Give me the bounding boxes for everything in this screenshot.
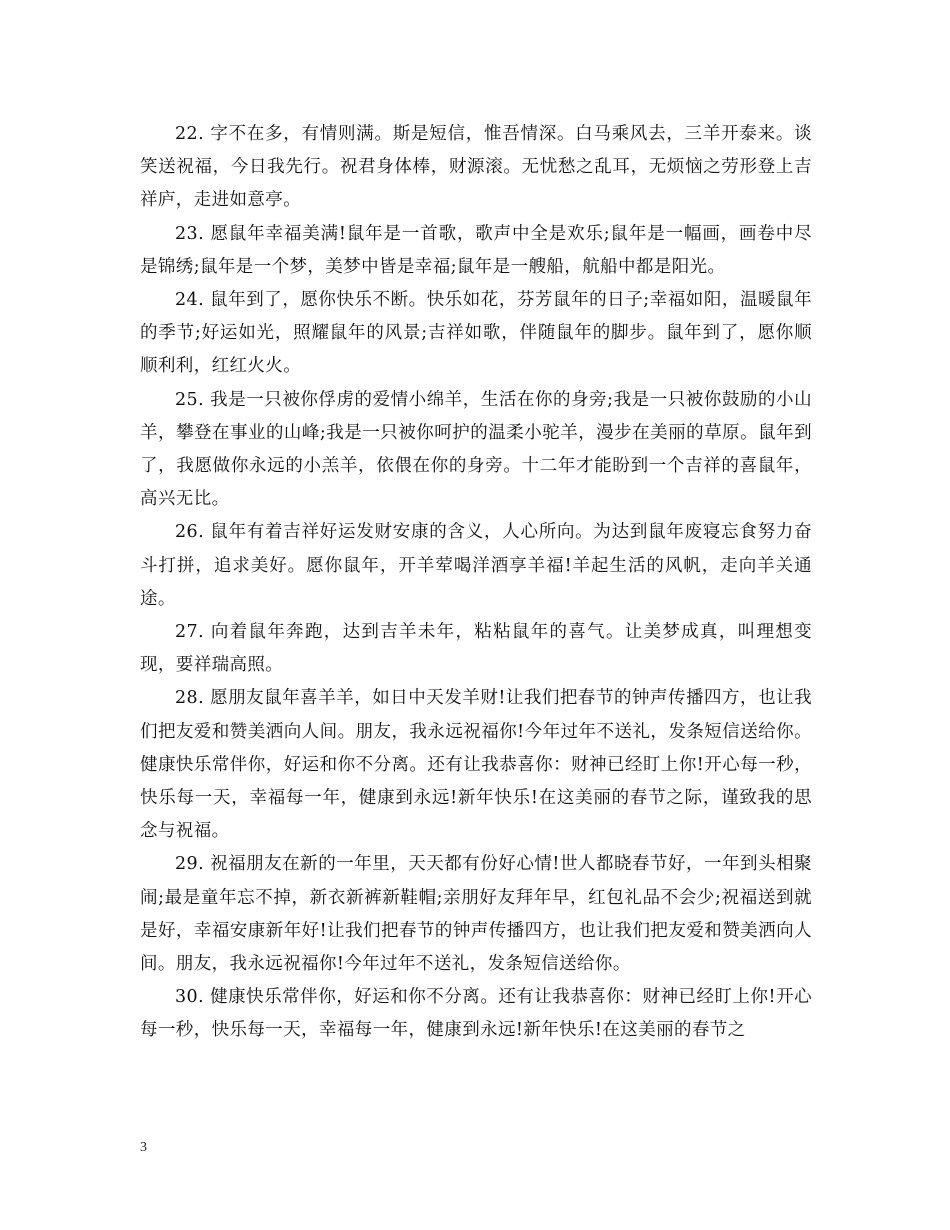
paragraph-29: 29. 祝福朋友在新的一年里，天天都有份好心情!世人都晓春节好，一年到头相聚闹;最是童年忘不掉，新衣新裤新鞋帽;亲朋好友拜年早，红包礼品不会少;祝福送到就是好，幸福安康新年好!让我们把春节的钟声传播四方，也让我们把友爱和赞美洒向人间。朋友，我永远祝福你!今年过年不送礼，发条短信送给你。: [140, 854, 812, 975]
document-body: [140, 118, 812, 1048]
paragraph-27: 27. 向着鼠年奔跑，达到吉羊未年，粘粘鼠年的喜气。让美梦成真，叫理想变现，要祥瑞高照。: [140, 622, 812, 676]
paragraph-26: 26. 鼠年有着吉祥好运发财安康的含义，人心所向。为达到鼠年废寝忘食努力奋斗打拼，追求美好。愿你鼠年，开羊荤喝洋酒享羊福!羊起生活的风帆，走向羊关通途。: [140, 522, 812, 609]
paragraph-28: 28. 愿朋友鼠年喜羊羊，如日中天发羊财!让我们把春节的钟声传播四方，也让我们把友爱和赞美洒向人间。朋友，我永远祝福你!今年过年不送礼，发条短信送给你。健康快乐常伴你，好运和你不分离。还有让我恭喜你：财神已经盯上你!开心每一秒，快乐每一天，幸福每一年，健康到永远!新年快乐!在这美丽的春节之际，谨致我的思念与祝福。: [140, 688, 812, 842]
page-number: 3: [140, 1140, 147, 1155]
paragraph-25: 25. 我是一只被你俘虏的爱情小绵羊，生活在你的身旁;我是一只被你鼓励的小山羊，攀登在事业的山峰;我是一只被你呵护的温柔小驼羊，漫步在美丽的草原。鼠年到了，我愿做你永远的小羔羊，依偎在你的身旁。十二年才能盼到一个吉祥的喜鼠年，高兴无比。: [140, 389, 812, 510]
paragraph-22: 22. 字不在多，有情则满。斯是短信，惟吾情深。白马乘风去，三羊开泰来。谈笑送祝福，今日我先行。祝君身体棒，财源滚。无忧愁之乱耳，无烦恼之劳形登上吉祥庐，走进如意亭。: [140, 124, 812, 211]
paragraph-23: 23. 愿鼠年幸福美满!鼠年是一首歌，歌声中全是欢乐;鼠年是一幅画，画卷中尽是锦绣;鼠年是一个梦，美梦中皆是幸福;鼠年是一艘船，航船中都是阳光。: [140, 223, 812, 277]
paragraph-30: 30. 健康快乐常伴你，好运和你不分离。还有让我恭喜你：财神已经盯上你!开心每一秒，快乐每一天，幸福每一年，健康到永远!新年快乐!在这美丽的春节之: [140, 987, 812, 1041]
paragraph-24: 24. 鼠年到了，愿你快乐不断。快乐如花，芬芳鼠年的日子;幸福如阳，温暖鼠年的季节;好运如光，照耀鼠年的风景;吉祥如歌，伴随鼠年的脚步。鼠年到了，愿你顺顺利利，红红火火。: [140, 290, 812, 377]
